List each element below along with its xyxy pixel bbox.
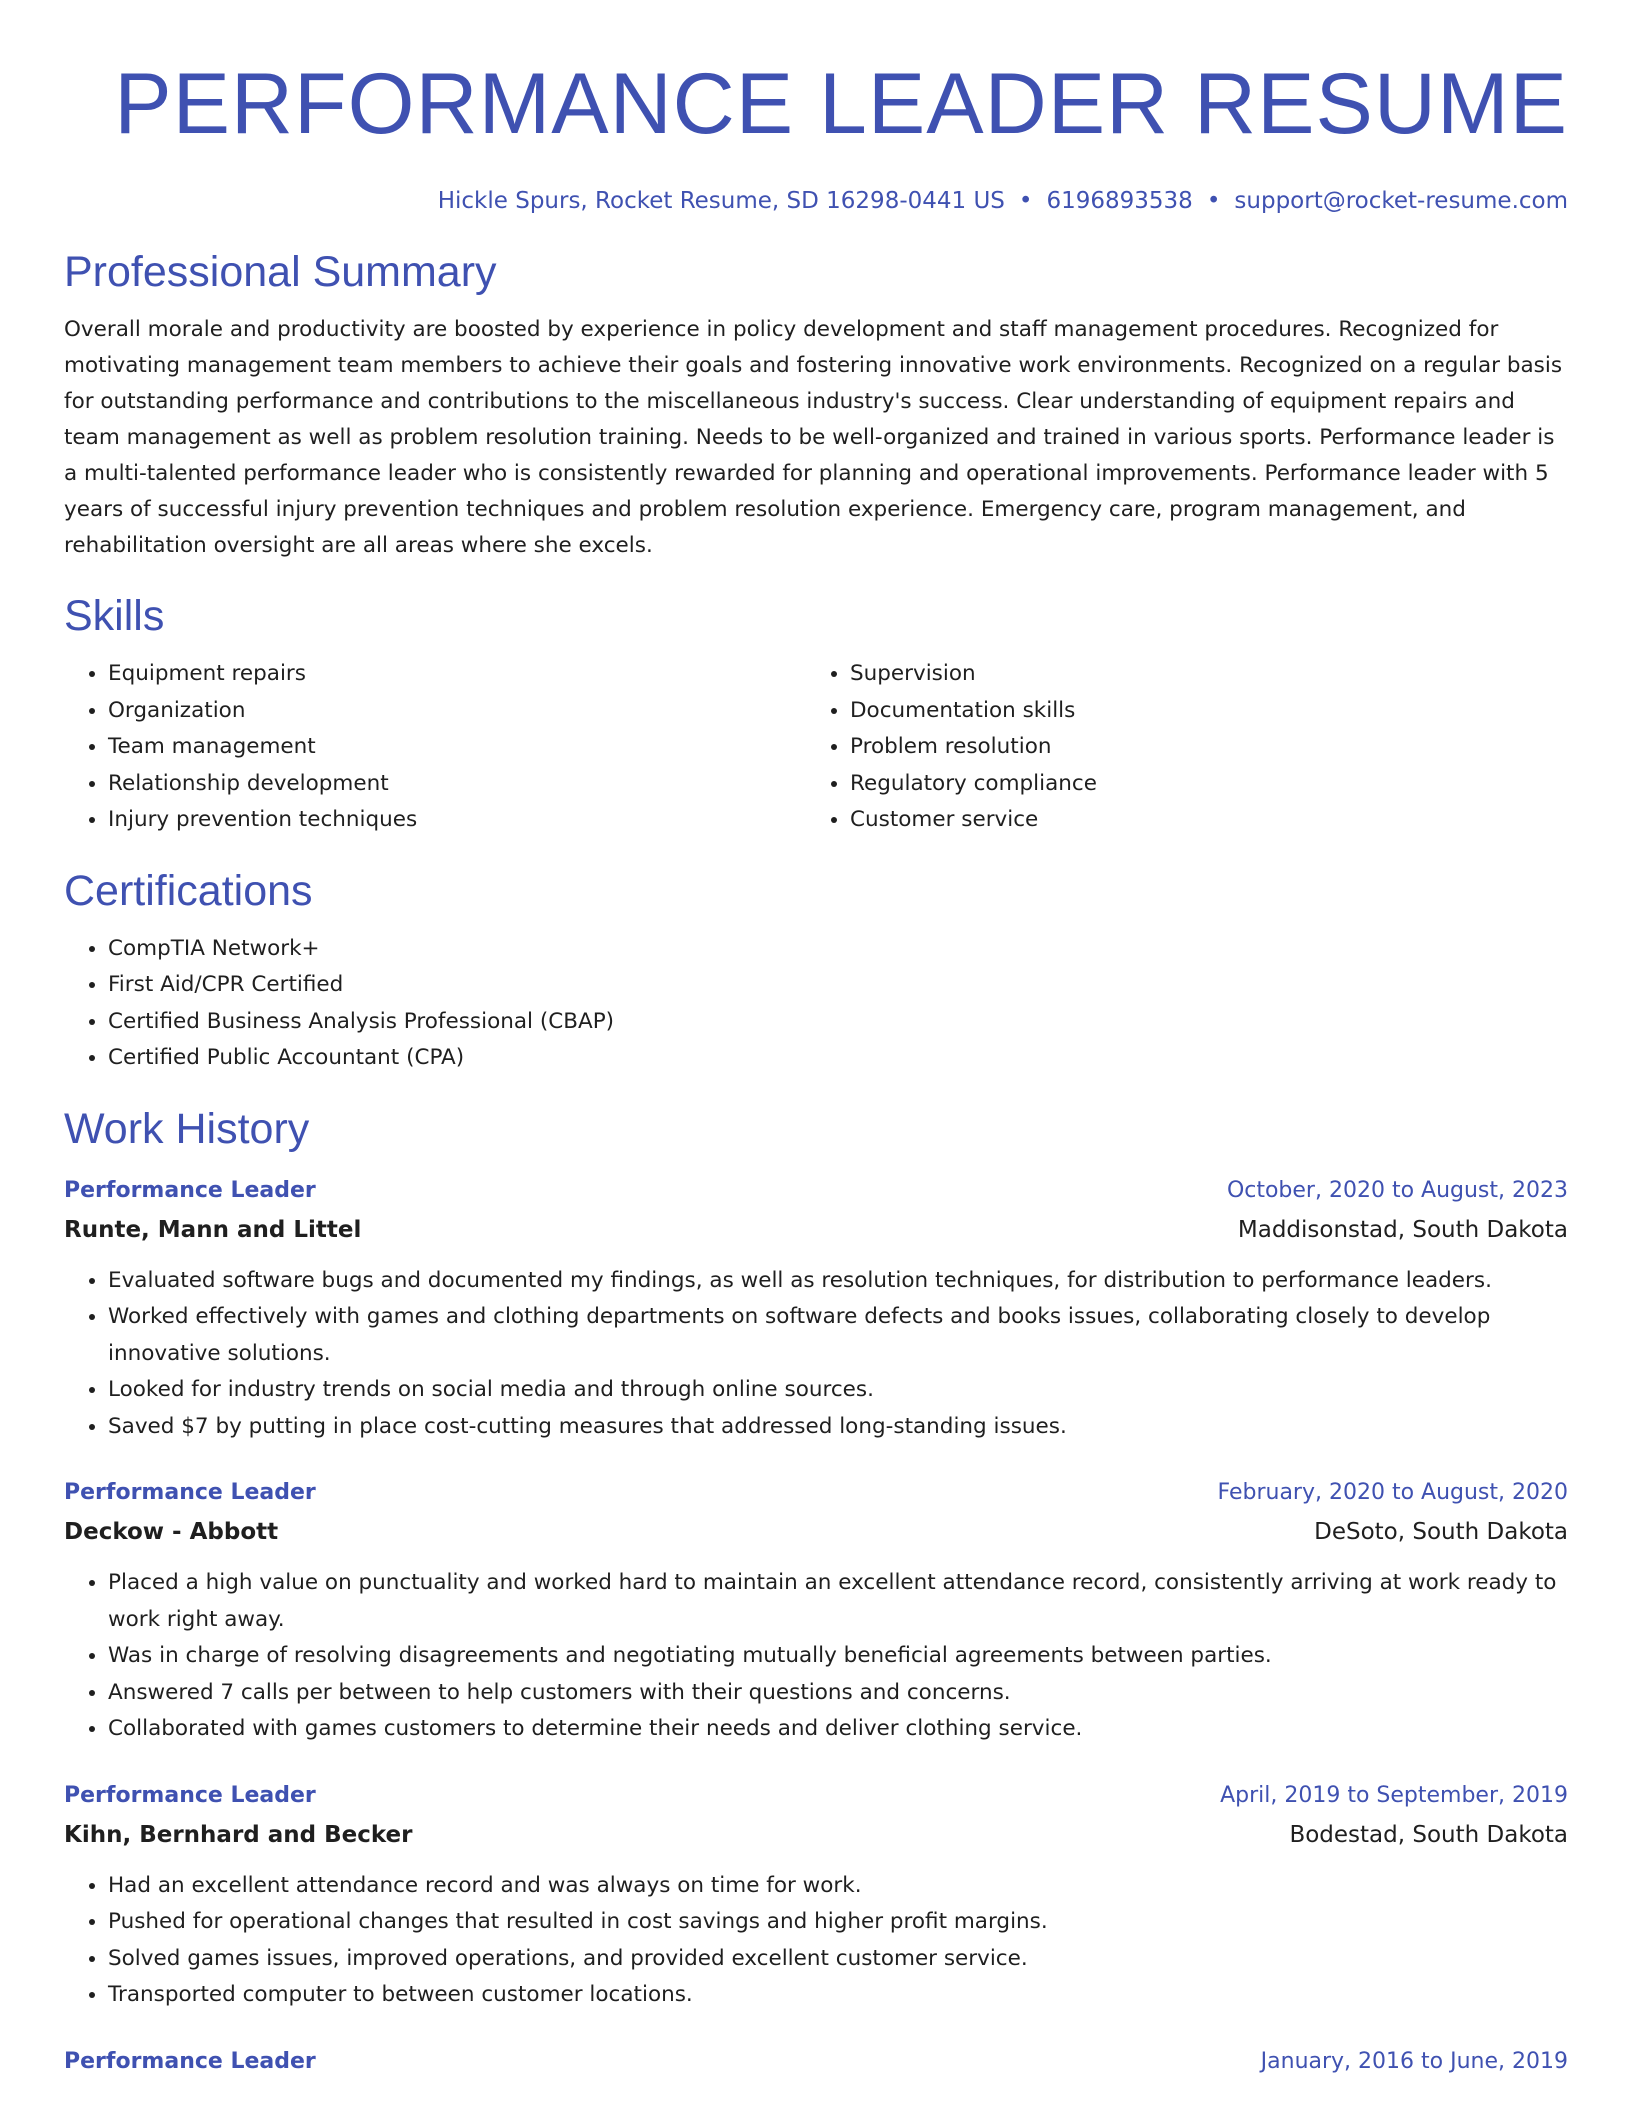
summary-heading: Professional Summary: [64, 248, 497, 296]
skills-heading: Skills: [64, 592, 165, 640]
contact-separator: •: [1018, 188, 1033, 214]
contact-phone[interactable]: 6196893538: [1046, 188, 1193, 214]
certification-item: • Certified Public Accountant (CPA): [108, 1040, 1568, 1077]
job-bullet: • Solved games issues, improved operations, and provided excellent customer service.: [108, 1941, 1568, 1978]
skill-item: • Equipment repairs: [108, 656, 806, 693]
contact-line: [64, 184, 1568, 218]
skill-item: • Documentation skills: [850, 693, 1568, 730]
contact-email[interactable]: support@rocket-resume.com: [1234, 188, 1568, 214]
job-header-row: [64, 2042, 1568, 2082]
job-header-row: [64, 1473, 1568, 1513]
work-history-heading: Work History: [64, 1104, 310, 1153]
certification-item: • Certified Business Analysis Professional (CBAP): [108, 1004, 1568, 1041]
skill-item: • Injury prevention techniques: [108, 802, 806, 839]
job-company-row: [64, 1816, 1568, 1854]
job-company-row: [64, 1211, 1568, 1249]
job-location: DeSoto, South Dakota: [1314, 1519, 1568, 1545]
certifications-list: [64, 931, 1568, 1077]
skill-item: • Team management: [108, 729, 806, 766]
skill-item: • Customer service: [850, 802, 1568, 839]
skills-list-right: [806, 656, 1568, 839]
job-header-row: [64, 1776, 1568, 1816]
job-title: Performance Leader: [64, 1782, 316, 1808]
certification-item: • CompTIA Network+: [108, 931, 1568, 968]
job-header-row: [64, 1171, 1568, 1211]
job-entry: [64, 1473, 1568, 1748]
job-company-row: [64, 1513, 1568, 1551]
job-company: Kihn, Bernhard and Becker: [64, 1821, 413, 1848]
job-bullet: • Answered 7 calls per between to help customers with their questions and concerns.: [108, 1675, 1568, 1712]
job-bullet: • Pushed for operational changes that resulted in cost savings and higher profit margins.: [108, 1904, 1568, 1941]
skill-item: • Organization: [108, 693, 806, 730]
certification-item: • First Aid/CPR Certified: [108, 967, 1568, 1004]
job-bullets: [64, 1263, 1568, 1446]
job-title: Performance Leader: [64, 1480, 316, 1505]
skills-grid: [64, 656, 1568, 839]
job-bullet: • Looked for industry trends on social media and through online sources.: [108, 1372, 1568, 1409]
job-entry: [64, 1171, 1568, 1446]
resume-title: PERFORMANCE LEADER RESUME: [114, 56, 1568, 152]
job-bullet: • Collaborated with games customers to determine their needs and deliver clothing service.: [108, 1711, 1568, 1748]
summary-text: Overall morale and productivity are boosted by experience in policy development and staff management procedures. Recognized for motivating management team members to achieve their goals and fostering innovative work environments. Recognized on a regular basis for outstanding performance and contributions to the miscellaneous industry's success. Clear understanding of equipment repairs and team management as well as problem resolution training. Needs to be well-organized and trained in various sports. Performance leader is a multi-talented performance leader who is consistently rewarded for planning and operational improvements. Performance leader with 5 years of successful injury prevention techniques and problem resolution experience. Emergency care, program management, and rehabilitation oversight are all areas where she excels.: [64, 317, 1563, 558]
job-bullet: • Evaluated software bugs and documented my findings, as well as resolution techniques, for distribution to performance leaders.: [108, 1263, 1568, 1300]
job-bullet: • Had an excellent attendance record and was always on time for work.: [108, 1868, 1568, 1905]
contact-address: Hickle Spurs, Rocket Resume, SD 16298-0441 US: [437, 188, 1005, 214]
job-entry: [64, 1776, 1568, 2014]
skill-item: • Problem resolution: [850, 729, 1568, 766]
job-bullets: [64, 1565, 1568, 1748]
job-company: Deckow - Abbott: [64, 1519, 279, 1545]
job-bullet: • Saved $7 by putting in place cost-cutting measures that addressed long-standing issues.: [108, 1409, 1568, 1446]
job-location: Maddisonstad, South Dakota: [1237, 1216, 1568, 1243]
job-dates: February, 2020 to August, 2020: [1217, 1480, 1568, 1505]
job-dates: April, 2019 to September, 2019: [1220, 1782, 1568, 1808]
job-bullets: [64, 1868, 1568, 2014]
job-bullet: • Worked effectively with games and clothing departments on software defects and books issues, collaborating closely to develop innovative solutions.: [108, 1299, 1568, 1372]
job-dates: October, 2020 to August, 2023: [1226, 1177, 1568, 1203]
skill-item: • Relationship development: [108, 766, 806, 803]
job-title: Performance Leader: [64, 2048, 316, 2074]
job-title: Performance Leader: [64, 1177, 316, 1203]
job-bullet: • Was in charge of resolving disagreements and negotiating mutually beneficial agreements between parties.: [108, 1638, 1568, 1675]
skill-item: • Supervision: [850, 656, 1568, 693]
contact-separator: •: [1206, 188, 1221, 214]
job-bullet: • Transported computer to between customer locations.: [108, 1977, 1568, 2014]
skills-list-left: [64, 656, 806, 839]
skill-item: • Regulatory compliance: [850, 766, 1568, 803]
job-location: Bodestad, South Dakota: [1289, 1821, 1568, 1848]
job-bullet: • Placed a high value on punctuality and worked hard to maintain an excellent attendance record, consistently arriving at work ready to work right away.: [108, 1565, 1568, 1638]
job-dates: January, 2016 to June, 2019: [1260, 2048, 1568, 2074]
certifications-heading: Certifications: [64, 866, 313, 915]
job-entry: [64, 2042, 1568, 2082]
job-company: Runte, Mann and Littel: [64, 1216, 362, 1243]
